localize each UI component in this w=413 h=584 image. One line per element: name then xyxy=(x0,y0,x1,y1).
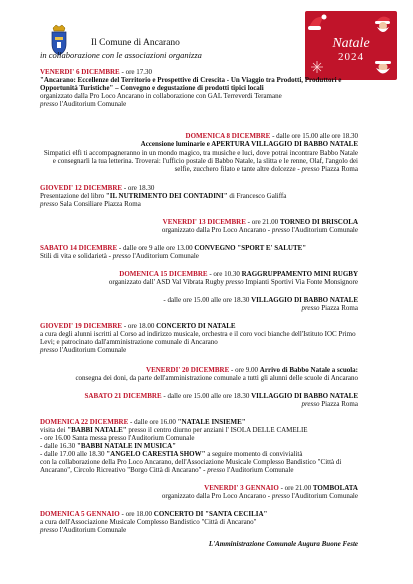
organizer-subtitle: in collaborazione con le associazioni organizza xyxy=(40,50,202,60)
event-12-line-2: a cura dell'Associazione Musicale Complesso Bandistico "Città di Ancarano" xyxy=(40,518,257,526)
event-9-header: SABATO 21 DICEMBRE - dalle ore 15.00 alle ore 18.30 VILLAGGIO DI BABBO NATALE xyxy=(84,392,358,400)
event-10-line-6: con la collaborazione della Pro Loco Ancarano, dell'Associazione Musicale Complesso Bandistico "Città di xyxy=(40,458,342,466)
banner-title: Natale xyxy=(332,36,370,51)
event-1-line-2: "Ancarano: Eccellenze del Territorio e Prospettive di Crescita - Un Viaggio tra Prodotti, Produttori e xyxy=(40,76,342,84)
event-1-line-4: organizzato dalla Pro Loco Ancarano in collaborazione con GAL Terreverdi Teramane xyxy=(40,92,282,100)
event-7-line-3: Levi; e patrocinato dall'amministrazione comunale di Ancarano xyxy=(40,338,218,346)
event-10-line-5: - dalle 17.00 alle 18.30 "ANGELO CARESTIA SHOW" a seguire momento di convivialità xyxy=(40,450,303,458)
event-2-title: Accensione luminarie e APERTURA VILLAGGIO DI BABBO NATALE xyxy=(140,140,358,148)
event-9-place: presso Piazza Roma xyxy=(301,400,358,408)
event-7-line-2: a cura degli alunni iscritti al Corso ad indirizzo musicale, orchestra e il coro voci bianche dell'Istituto IOC Primo xyxy=(40,330,356,338)
banner-year: 2024 xyxy=(338,51,364,63)
event-10-line-3: - ore 16.00 Santa messa presso l'Auditorium Comunale xyxy=(40,434,195,442)
event-11-header: VENERDI' 3 GENNAIO - ore 21.00 TOMBOLATA xyxy=(204,484,358,492)
event-3-header: GIOVEDI' 12 DICEMBRE - ore 18.30 xyxy=(40,184,155,192)
event-2-line-5: selfie, zucchero filato e tante altre dolcezze - presso Piazza Roma xyxy=(174,165,358,173)
event-1-line-3: Opportunità Turistiche" – Convegno e degustazione di prodotti tipici locali xyxy=(40,84,264,92)
event-10-line-2: visita dei "BABBI NATALE" presso il centro diurno per anziani l' ISOLA DELLE CAMELIE xyxy=(40,426,308,434)
event-7-place: presso l'Auditorium Comunale xyxy=(40,346,127,354)
santa-hat-left-icon xyxy=(307,13,327,31)
event-8-header: VENERDI' 20 DICEMBRE - ore 9.00 Arrivo di Babbo Natale a scuola: xyxy=(146,366,358,374)
footer-greeting: L'Amministrazione Comunale Augura Buone Feste xyxy=(208,540,358,548)
event-12-header: DOMENICA 5 GENNAIO - ore 18.00 CONCERTO DI "SANTA CECILIA" xyxy=(40,510,268,518)
organizer-title: Il Comune di Ancarano xyxy=(91,38,180,48)
event-3-line-2: Presentazione del libro "IL NUTRIMENTO DEI CONTADINI" di Francesco Galiffa xyxy=(40,192,287,200)
event-11-line-2: organizzato dalla Pro Loco Ancarano - presso l'Auditorium Comunale xyxy=(161,492,358,500)
event-6-line-2: organizzato dall' ASD Val Vibrata Rugby presso Impianti Sportivi Via Fonte Monsignore xyxy=(108,278,358,286)
event-7-header: GIOVEDI' 19 DICEMBRE - ore 18.00 CONCERTO DI NATALE xyxy=(40,322,236,330)
event-3-place: presso Sala Consiliare Piazza Roma xyxy=(40,200,141,208)
event-4-header: VENERDI' 13 DICEMBRE - ore 21.00 TORNEO DI BRISCOLA xyxy=(162,218,358,226)
event-10-line-4: - dalle 16.30 "BABBI NATALE IN MUSICA" xyxy=(40,442,177,450)
santa-icon xyxy=(371,13,395,35)
event-6-line-3: - dalle ore 15.00 alle ore 18.30 VILLAGGIO DI BABBO NATALE xyxy=(163,296,358,304)
event-6-place: presso Piazza Roma xyxy=(301,304,358,312)
event-6-header: DOMENICA 15 DICEMBRE - ore 10.30 RAGGRUPPAMENTO MINI RUGBY xyxy=(119,270,358,278)
natale-banner xyxy=(305,11,397,80)
event-1-header: VENERDI' 6 DICEMBRE - ore 17.30 xyxy=(40,68,153,76)
event-5-line-2: Stili di vita e solidarietà - presso l'Auditorium Comunale xyxy=(40,252,199,260)
event-8-line-2: consegna dei doni, da parte dell'amministrazione comunale a tutti gli alunni delle scuole di Ancarano xyxy=(75,374,358,382)
event-10-header: DOMENICA 22 DICEMBRE - dalle ore 16.00 "NATALE INSIEME" xyxy=(40,418,246,426)
event-2-header: DOMENICA 8 DICEMBRE - dalle ore 15.00 alle ore 18.30 xyxy=(185,132,358,140)
event-2-line-4: e consegnarli la tua letterina. Troverai: l'ufficio postale di Babbo Natale, la slitta e le renne, Olaf, l'angolo dei xyxy=(52,157,358,165)
event-1-place: presso l'Auditorium Comunale xyxy=(40,100,127,108)
event-2-line-3: Simpatici elfi ti accompagneranno in un mondo magico, tra musiche e luci, dove potrai incontrare Babbo Natale xyxy=(43,149,358,157)
event-12-place: presso l'Auditorium Comunale xyxy=(40,526,127,534)
event-4-line-2: organizzato dalla Pro Loco Ancarano - presso l'Auditorium Comunale xyxy=(161,226,358,234)
event-10-line-7: Ancarano", Circolo Ricreativo "Borgo Città di Ancarano" - presso l'Auditorium Comunale xyxy=(40,466,294,474)
event-5-header: SABATO 14 DICEMBRE - dalle ore 9 alle ore 13.00 CONVEGNO "SPORT E' SALUTE" xyxy=(40,244,307,252)
